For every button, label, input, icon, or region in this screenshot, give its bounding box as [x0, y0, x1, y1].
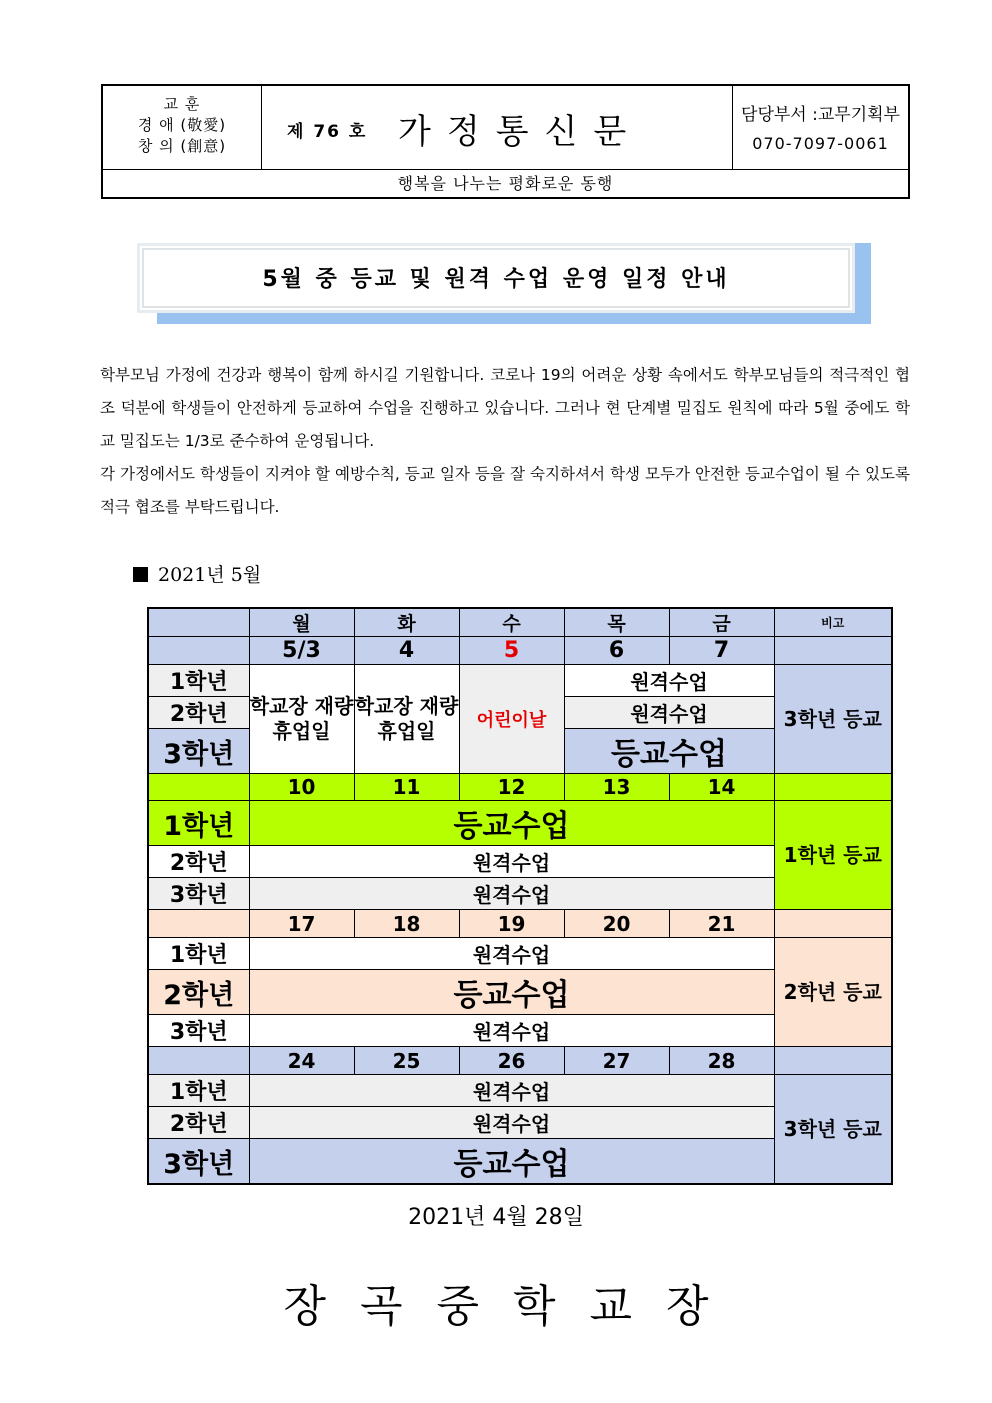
- class-type-cell: 등교수업: [249, 801, 774, 846]
- class-type-cell: 등교수업: [249, 970, 774, 1015]
- department-cell: [733, 86, 908, 170]
- grade-label: 1학년: [148, 801, 249, 846]
- paragraph-1: 학부모님 가정에 건강과 행복이 함께 하시길 기원합니다. 코로나 19의 어려운 상황 속에서도 학부모님들의 적극적인 협조 덕분에 학생들이 안전하게 등교하여 수업을 진행하고 있습니다. 그러나 현 단계별 밀집도 원칙에 따라 5월 중에도 학교 밀집도는 1/3로 준수하여 운영됩니다.: [100, 366, 910, 450]
- grade-label: 3학년: [148, 1015, 249, 1047]
- date-cell: 4: [354, 637, 459, 665]
- date-cell: 21: [669, 910, 774, 938]
- week2-grade1-row: [148, 801, 892, 846]
- grade-label: 3학년: [148, 729, 249, 774]
- date-cell: 17: [249, 910, 354, 938]
- week3-grade1-row: [148, 938, 892, 970]
- class-type-cell: 원격수업: [249, 1107, 774, 1139]
- date-cell: 25: [354, 1047, 459, 1075]
- weekday-header: 월: [249, 608, 354, 637]
- month-label: [133, 560, 261, 587]
- note-cell: 3학년 등교: [774, 1075, 892, 1185]
- grade-label: 1학년: [148, 938, 249, 970]
- motto-line-2: 창 의 (創意): [137, 137, 227, 155]
- class-type-cell: 원격수업: [564, 697, 774, 729]
- date-cell: 10: [249, 774, 354, 801]
- issue-date: 2021년 4월 28일: [408, 1205, 584, 1230]
- closure-day-cell: 학교장 재량 휴업일: [249, 665, 354, 774]
- weekday-header: 수: [459, 608, 564, 637]
- weekday-header: 화: [354, 608, 459, 637]
- week4-date-row: [148, 1047, 892, 1075]
- week3-date-row: [148, 910, 892, 938]
- header-top-row: [103, 86, 908, 170]
- class-type-cell: 원격수업: [249, 1075, 774, 1107]
- class-type-cell: 원격수업: [564, 665, 774, 697]
- newsletter-title-cell: [262, 86, 733, 170]
- newsletter-name: 가정통신문: [398, 112, 643, 152]
- date-cell: 6: [564, 637, 669, 665]
- week2-date-row: [148, 774, 892, 801]
- date-cell: 28: [669, 1047, 774, 1075]
- note-header: 비고: [774, 608, 892, 637]
- date-cell: 12: [459, 774, 564, 801]
- motto-line-1: 경 애 (敬愛): [137, 116, 227, 134]
- school-slogan: 행복을 나누는 평화로운 동행: [397, 174, 614, 193]
- body-text: [100, 359, 910, 524]
- newsletter-header: [101, 84, 910, 199]
- grade-label: 3학년: [148, 878, 249, 910]
- childrens-day-cell: 어린이날: [459, 665, 564, 774]
- school-motto: [103, 86, 262, 170]
- weekday-header-row: [148, 608, 892, 637]
- note-cell: 2학년 등교: [774, 938, 892, 1047]
- date-cell: 5/3: [249, 637, 354, 665]
- date-cell: 26: [459, 1047, 564, 1075]
- date-cell: 27: [564, 1047, 669, 1075]
- issue-number: 제 76 호: [287, 122, 368, 142]
- grade-label: 1학년: [148, 665, 249, 697]
- class-type-cell: 원격수업: [249, 1015, 774, 1047]
- class-type-cell: 등교수업: [564, 729, 774, 774]
- grade-label: 2학년: [148, 846, 249, 878]
- square-bullet-icon: [133, 567, 148, 582]
- week4-grade1-row: [148, 1075, 892, 1107]
- date-cell: 19: [459, 910, 564, 938]
- motto-title: 교 훈: [163, 95, 201, 113]
- class-type-cell: 등교수업: [249, 1139, 774, 1185]
- week1-grade1-row: [148, 665, 892, 697]
- note-cell: 1학년 등교: [774, 801, 892, 910]
- grade-label: 2학년: [148, 1107, 249, 1139]
- date-cell: 13: [564, 774, 669, 801]
- grade-label: 2학년: [148, 970, 249, 1015]
- date-cell: 20: [564, 910, 669, 938]
- department-phone: 070-7097-0061: [752, 134, 889, 153]
- date-cell: 7: [669, 637, 774, 665]
- principal-signature: 장곡중학교장: [283, 1281, 743, 1332]
- schedule-table: [147, 607, 893, 1185]
- grade-label: 2학년: [148, 697, 249, 729]
- date-cell: 24: [249, 1047, 354, 1075]
- month-text: 2021년 5월: [158, 564, 262, 586]
- date-cell-holiday: 5: [459, 637, 564, 665]
- closure-day-cell: 학교장 재량 휴업일: [354, 665, 459, 774]
- grade-label: 1학년: [148, 1075, 249, 1107]
- banner-title: 5월 중 등교 및 원격 수업 운영 일정 안내: [262, 267, 730, 292]
- weekday-header: 금: [669, 608, 774, 637]
- date-cell: 18: [354, 910, 459, 938]
- department-name: 담당부서 :교무기획부: [741, 105, 900, 125]
- class-type-cell: 원격수업: [249, 846, 774, 878]
- note-cell: 3학년 등교: [774, 665, 892, 774]
- week1-date-row: [148, 637, 892, 665]
- date-cell: 11: [354, 774, 459, 801]
- class-type-cell: 원격수업: [249, 878, 774, 910]
- grade-label: 3학년: [148, 1139, 249, 1185]
- title-banner: [137, 243, 855, 313]
- weekday-header: 목: [564, 608, 669, 637]
- paragraph-2: 각 가정에서도 학생들이 지켜야 할 예방수칙, 등교 일자 등을 잘 숙지하셔서 학생 모두가 안전한 등교수업이 될 수 있도록 적극 협조를 부탁드립니다.: [100, 465, 910, 516]
- class-type-cell: 원격수업: [249, 938, 774, 970]
- date-cell: 14: [669, 774, 774, 801]
